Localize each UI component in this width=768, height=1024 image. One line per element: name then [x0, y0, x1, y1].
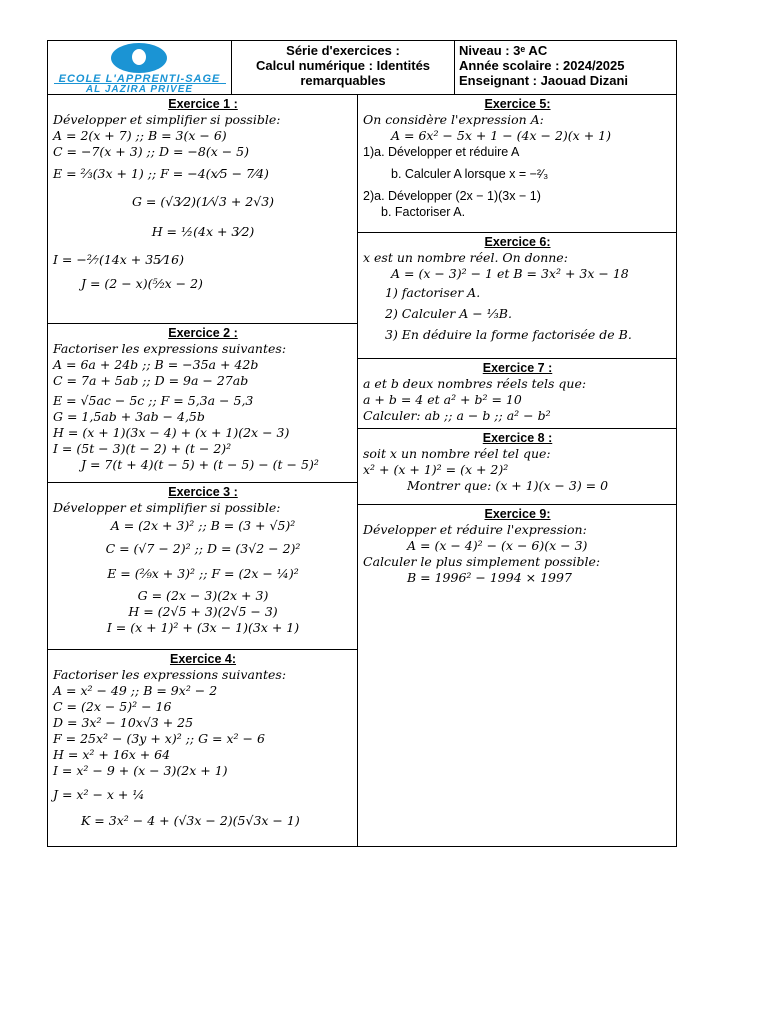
exercise-6-question: 2) Calculer A − ⅓B. — [385, 306, 512, 321]
exercise-2-line: H = (x + 1)(3x − 4) + (x + 1)(2x − 3) — [53, 425, 290, 440]
exercise-4-line: F = 25x² − (3y + x)² ;; G = x² − 6 — [53, 731, 265, 746]
exercise-1-line: G = (√3⁄2)(1⁄√3 + 2√3) — [131, 194, 275, 209]
series-title: Série d'exercices : — [286, 43, 400, 58]
exercise-4-title: Exercice 4: — [169, 652, 237, 666]
exercise-5-expression: A = 6x² − 5x + 1 − (4x − 2)(x + 1) — [391, 128, 611, 143]
exercise-3-instruction: Développer et simplifier si possible: — [53, 500, 281, 515]
exercise-4-line: A = x² − 49 ;; B = 9x² − 2 — [53, 683, 218, 698]
exercise-8-title: Exercice 8 : — [482, 431, 553, 445]
exercise-6-title: Exercice 6: — [484, 235, 551, 249]
exercise-3 — [48, 483, 357, 650]
exercise-4-instruction: Factoriser les expressions suivantes: — [53, 667, 287, 682]
exercise-2-line: I = (5t − 3)(t − 2) + (t − 2)² — [53, 441, 232, 456]
exercise-5 — [358, 95, 676, 233]
level: Niveau : 3ᵉ AC — [459, 43, 548, 58]
exercise-3-line: I = (x + 1)² + (3x − 1)(3x + 1) — [106, 620, 300, 635]
exercise-1-line: I = −²⁄₇(14x + 35⁄16) — [53, 252, 184, 267]
exercise-1-line: C = −7(x + 3) ;; D = −8(x − 5) — [53, 144, 250, 159]
exercise-5-question: b. Calculer A lorsque x = −²⁄₃ — [391, 167, 549, 181]
exercise-9 — [358, 505, 676, 846]
exercise-6-question: 1) factoriser A. — [385, 285, 481, 300]
exercise-5-question: 2)a. Développer (2x − 1)(3x − 1) — [363, 189, 541, 203]
exercise-7-title: Exercice 7 : — [482, 361, 553, 375]
exercise-1-line: H = ½(4x + 3⁄2) — [151, 224, 255, 239]
exercise-7-ask: Calculer: ab ;; a − b ;; a² − b² — [363, 408, 551, 423]
exercise-3-line: E = (²⁄₉x + 3)² ;; F = (2x − ¼)² — [107, 566, 299, 581]
exercise-2-line: J = 7(t + 4)(t − 5) + (t − 5) − (t − 5)² — [81, 457, 319, 472]
exercise-3-line: G = (2x − 3)(2x + 3) — [137, 588, 269, 603]
exercise-9-instruction: Développer et réduire l'expression: — [363, 522, 587, 537]
exercise-4-line: J = x² − x + ¼ — [53, 787, 145, 802]
exercise-8-given: x² + (x + 1)² = (x + 2)² — [363, 462, 509, 477]
exercise-9-title: Exercice 9: — [484, 507, 551, 521]
logo-emblem-icon — [111, 43, 167, 73]
exercise-7-intro: a et b deux nombres réels tels que: — [363, 376, 587, 391]
exercise-1-line: A = 2(x + 7) ;; B = 3(x − 6) — [53, 128, 227, 143]
exercise-2-line: G = 1,5ab + 3ab − 4,5b — [53, 409, 205, 424]
exercise-4-line: I = x² − 9 + (x − 3)(2x + 1) — [53, 763, 228, 778]
header — [47, 40, 677, 95]
teacher: Enseignant : Jaouad Dizani — [459, 73, 629, 88]
exercise-2-line: C = 7a + 5ab ;; D = 9a − 27ab — [53, 373, 249, 388]
worksheet — [47, 40, 677, 847]
school-year: Année scolaire : 2024/2025 — [459, 58, 625, 73]
exercise-2 — [48, 324, 357, 483]
exercise-9-expression-2: B = 1996² − 1994 × 1997 — [407, 570, 572, 585]
exercise-1-instruction: Développer et simplifier si possible: — [53, 112, 281, 127]
school-name: ECOLE L'APPRENTI-SAGE — [58, 73, 221, 85]
exercise-5-question: 1)a. Développer et réduire A — [363, 145, 520, 159]
exercise-4-line: K = 3x² − 4 + (√3x − 2)(5√3x − 1) — [81, 813, 300, 828]
header-info — [455, 41, 676, 94]
school-subname: AL JAZIRA PRIVEE — [85, 84, 194, 95]
exercise-1-line: J = (2 − x)(⁵⁄₂x − 2) — [81, 276, 203, 291]
exercise-3-line: C = (√7 − 2)² ;; D = (3√2 − 2)² — [105, 541, 301, 556]
exercise-1 — [48, 95, 357, 324]
exercise-4-line: C = (2x − 5)² − 16 — [53, 699, 172, 714]
exercise-9-expression: A = (x − 4)² − (x − 6)(x − 3) — [407, 538, 588, 553]
exercise-3-title: Exercice 3 : — [168, 485, 238, 499]
exercise-8-show: Montrer que: (x + 1)(x − 3) = 0 — [407, 478, 609, 493]
exercise-8-intro: soit x un nombre réel tel que: — [363, 446, 551, 461]
exercise-5-intro: On considère l'expression A: — [363, 112, 544, 127]
exercise-2-title: Exercice 2 : — [168, 326, 238, 340]
subject-line-1: Calcul numérique : Identités — [255, 58, 431, 73]
exercise-6-expression: A = (x − 3)² − 1 et B = 3x² + 3x − 18 — [391, 266, 629, 281]
school-logo — [48, 41, 232, 94]
exercise-7 — [358, 359, 676, 429]
exercise-3-line: A = (2x + 3)² ;; B = (3 + √5)² — [110, 518, 296, 533]
exercise-1-line: E = ²⁄₃(3x + 1) ;; F = −4(x⁄5 − 7⁄4) — [53, 166, 269, 181]
exercise-4-line: D = 3x² − 10x√3 + 25 — [53, 715, 194, 730]
exercise-6 — [358, 233, 676, 359]
header-title — [232, 41, 455, 94]
exercise-5-title: Exercice 5: — [484, 97, 551, 111]
exercise-2-instruction: Factoriser les expressions suivantes: — [53, 341, 287, 356]
exercise-2-line: E = √5ac − 5c ;; F = 5,3a − 5,3 — [53, 393, 254, 408]
exercise-1-title: Exercice 1 : — [168, 97, 238, 111]
exercise-3-line: H = (2√5 + 3)(2√5 − 3) — [128, 604, 278, 619]
exercise-4 — [48, 650, 357, 846]
exercise-2-line: A = 6a + 24b ;; B = −35a + 42b — [53, 357, 259, 372]
exercise-6-question: 3) En déduire la forme factorisée de B. — [385, 327, 632, 342]
exercise-7-given: a + b = 4 et a² + b² = 10 — [363, 392, 522, 407]
exercise-9-instruction-2: Calculer le plus simplement possible: — [363, 554, 601, 569]
subject-line-2: remarquables — [300, 73, 386, 88]
exercise-6-intro: x est un nombre réel. On donne: — [363, 250, 568, 265]
exercise-8 — [358, 429, 676, 505]
exercise-4-line: H = x² + 16x + 64 — [53, 747, 171, 762]
exercise-5-question: b. Factoriser A. — [381, 205, 466, 219]
